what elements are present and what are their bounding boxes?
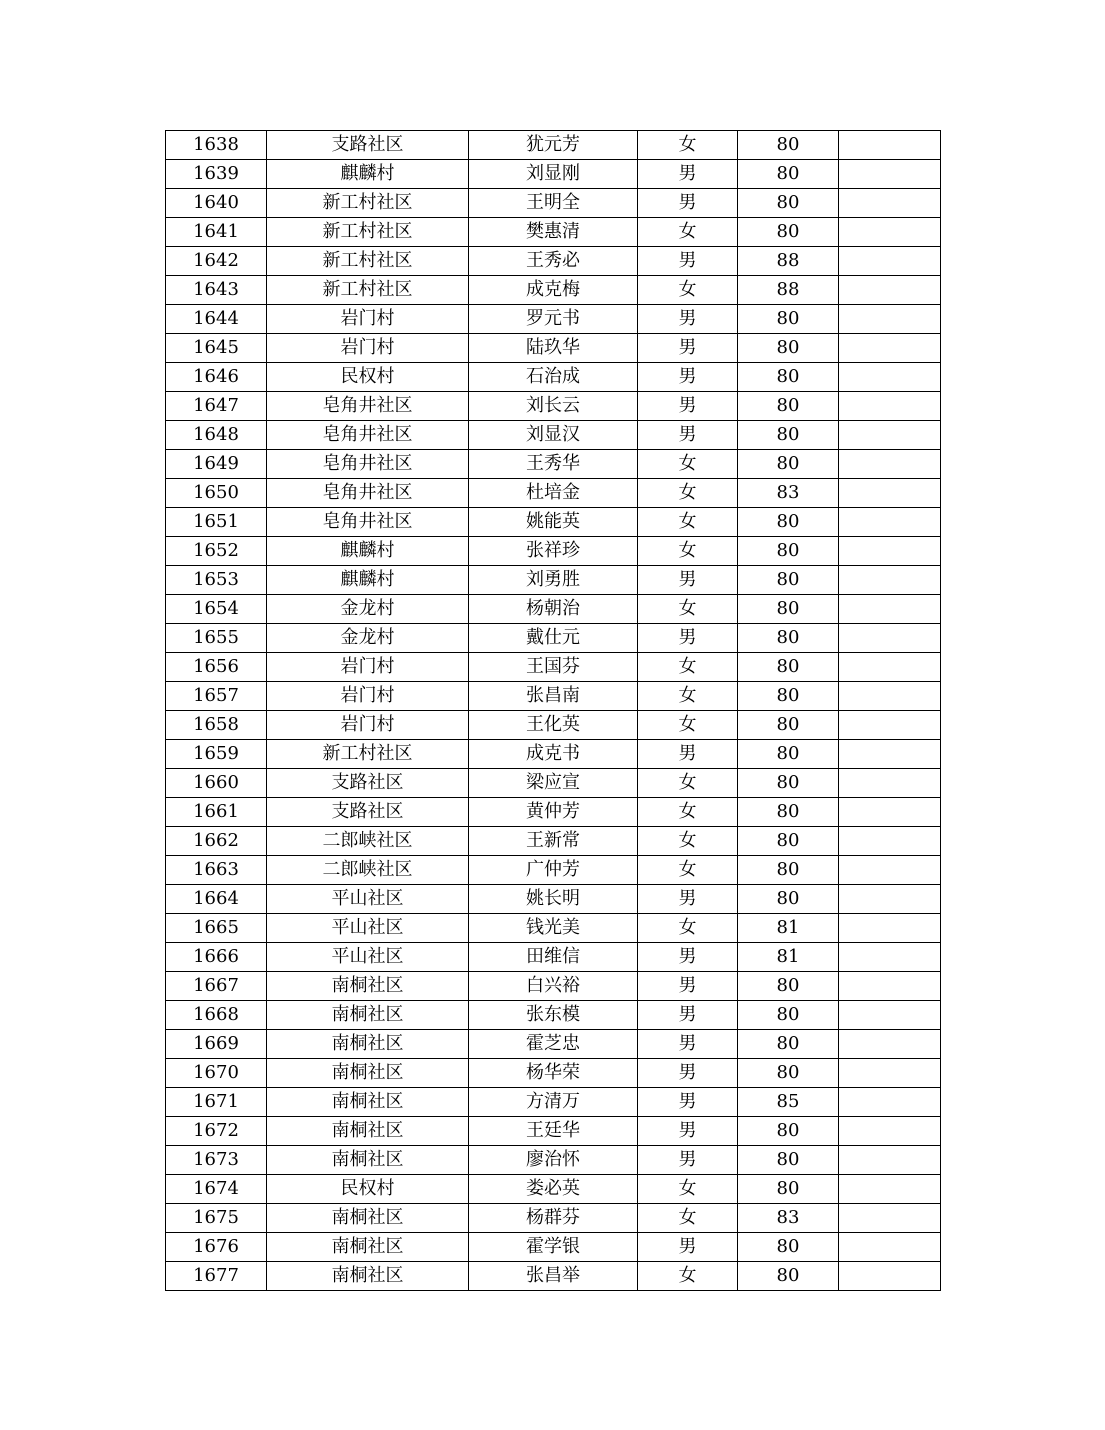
age-cell: 80 — [738, 421, 839, 450]
table-row — [166, 1117, 941, 1146]
gender-cell: 男 — [638, 885, 738, 914]
table-row — [166, 334, 941, 363]
row-number-cell: 1650 — [166, 479, 267, 508]
age-cell: 80 — [738, 624, 839, 653]
age-cell: 80 — [738, 682, 839, 711]
table-row — [166, 566, 941, 595]
community-cell: 平山社区 — [267, 885, 469, 914]
gender-cell: 女 — [638, 827, 738, 856]
row-number-cell: 1655 — [166, 624, 267, 653]
person-name-cell: 王国芬 — [469, 653, 638, 682]
row-number-cell: 1672 — [166, 1117, 267, 1146]
gender-cell: 男 — [638, 1001, 738, 1030]
remarks-cell — [839, 1146, 941, 1175]
community-cell: 麒麟村 — [267, 566, 469, 595]
row-number-cell: 1652 — [166, 537, 267, 566]
table-row — [166, 276, 941, 305]
remarks-cell — [839, 566, 941, 595]
row-number-cell: 1661 — [166, 798, 267, 827]
community-cell: 新工村社区 — [267, 218, 469, 247]
table-row — [166, 305, 941, 334]
gender-cell: 男 — [638, 566, 738, 595]
row-number-cell: 1668 — [166, 1001, 267, 1030]
remarks-cell — [839, 218, 941, 247]
table-row — [166, 1001, 941, 1030]
row-number-cell: 1644 — [166, 305, 267, 334]
gender-cell: 女 — [638, 450, 738, 479]
community-cell: 岩门村 — [267, 653, 469, 682]
table-row — [166, 160, 941, 189]
row-number-cell: 1641 — [166, 218, 267, 247]
gender-cell: 女 — [638, 131, 738, 160]
remarks-cell — [839, 1233, 941, 1262]
row-number-cell: 1663 — [166, 856, 267, 885]
table-row — [166, 682, 941, 711]
age-cell: 83 — [738, 1204, 839, 1233]
table-row — [166, 943, 941, 972]
age-cell: 80 — [738, 131, 839, 160]
roster-table-body — [166, 131, 941, 1291]
remarks-cell — [839, 1262, 941, 1291]
person-name-cell: 廖治怀 — [469, 1146, 638, 1175]
table-row — [166, 653, 941, 682]
table-row — [166, 450, 941, 479]
person-name-cell: 黄仲芳 — [469, 798, 638, 827]
community-cell: 皂角井社区 — [267, 421, 469, 450]
row-number-cell: 1656 — [166, 653, 267, 682]
age-cell: 81 — [738, 914, 839, 943]
person-name-cell: 罗元书 — [469, 305, 638, 334]
community-cell: 支路社区 — [267, 131, 469, 160]
person-name-cell: 成克书 — [469, 740, 638, 769]
remarks-cell — [839, 479, 941, 508]
remarks-cell — [839, 1001, 941, 1030]
age-cell: 81 — [738, 943, 839, 972]
community-cell: 南桐社区 — [267, 1088, 469, 1117]
remarks-cell — [839, 856, 941, 885]
table-row — [166, 421, 941, 450]
age-cell: 80 — [738, 711, 839, 740]
person-name-cell: 犹元芳 — [469, 131, 638, 160]
row-number-cell: 1657 — [166, 682, 267, 711]
community-cell: 新工村社区 — [267, 247, 469, 276]
gender-cell: 女 — [638, 653, 738, 682]
table-row — [166, 885, 941, 914]
gender-cell: 男 — [638, 740, 738, 769]
gender-cell: 女 — [638, 1175, 738, 1204]
age-cell: 83 — [738, 479, 839, 508]
row-number-cell: 1659 — [166, 740, 267, 769]
row-number-cell: 1645 — [166, 334, 267, 363]
person-name-cell: 张昌南 — [469, 682, 638, 711]
table-row — [166, 1204, 941, 1233]
community-cell: 新工村社区 — [267, 189, 469, 218]
remarks-cell — [839, 334, 941, 363]
gender-cell: 男 — [638, 334, 738, 363]
age-cell: 80 — [738, 595, 839, 624]
community-cell: 麒麟村 — [267, 160, 469, 189]
remarks-cell — [839, 363, 941, 392]
person-name-cell: 田维信 — [469, 943, 638, 972]
gender-cell: 男 — [638, 189, 738, 218]
person-name-cell: 戴仕元 — [469, 624, 638, 653]
person-name-cell: 王明全 — [469, 189, 638, 218]
person-name-cell: 方清万 — [469, 1088, 638, 1117]
community-cell: 南桐社区 — [267, 1059, 469, 1088]
gender-cell: 男 — [638, 305, 738, 334]
gender-cell: 男 — [638, 363, 738, 392]
gender-cell: 男 — [638, 392, 738, 421]
remarks-cell — [839, 972, 941, 1001]
community-cell: 麒麟村 — [267, 537, 469, 566]
person-name-cell: 刘长云 — [469, 392, 638, 421]
age-cell: 80 — [738, 305, 839, 334]
gender-cell: 女 — [638, 218, 738, 247]
gender-cell: 男 — [638, 1117, 738, 1146]
person-name-cell: 刘显汉 — [469, 421, 638, 450]
remarks-cell — [839, 537, 941, 566]
row-number-cell: 1654 — [166, 595, 267, 624]
table-row — [166, 595, 941, 624]
age-cell: 80 — [738, 972, 839, 1001]
remarks-cell — [839, 943, 941, 972]
person-name-cell: 霍芝忠 — [469, 1030, 638, 1059]
table-row — [166, 218, 941, 247]
table-row — [166, 247, 941, 276]
age-cell: 80 — [738, 769, 839, 798]
table-row — [166, 537, 941, 566]
table-row — [166, 711, 941, 740]
person-name-cell: 刘显刚 — [469, 160, 638, 189]
age-cell: 80 — [738, 334, 839, 363]
row-number-cell: 1651 — [166, 508, 267, 537]
community-cell: 民权村 — [267, 1175, 469, 1204]
remarks-cell — [839, 653, 941, 682]
person-name-cell: 姚能英 — [469, 508, 638, 537]
remarks-cell — [839, 1175, 941, 1204]
row-number-cell: 1667 — [166, 972, 267, 1001]
table-row — [166, 131, 941, 160]
age-cell: 80 — [738, 1233, 839, 1262]
person-name-cell: 杨朝治 — [469, 595, 638, 624]
gender-cell: 女 — [638, 595, 738, 624]
age-cell: 80 — [738, 798, 839, 827]
person-name-cell: 王廷华 — [469, 1117, 638, 1146]
gender-cell: 女 — [638, 914, 738, 943]
remarks-cell — [839, 769, 941, 798]
community-cell: 岩门村 — [267, 334, 469, 363]
remarks-cell — [839, 595, 941, 624]
table-row — [166, 479, 941, 508]
age-cell: 80 — [738, 392, 839, 421]
table-row — [166, 914, 941, 943]
table-row — [166, 1030, 941, 1059]
age-cell: 80 — [738, 1117, 839, 1146]
gender-cell: 男 — [638, 247, 738, 276]
age-cell: 80 — [738, 1175, 839, 1204]
remarks-cell — [839, 682, 941, 711]
table-row — [166, 1059, 941, 1088]
person-name-cell: 王秀华 — [469, 450, 638, 479]
row-number-cell: 1664 — [166, 885, 267, 914]
remarks-cell — [839, 247, 941, 276]
person-name-cell: 张东模 — [469, 1001, 638, 1030]
age-cell: 80 — [738, 508, 839, 537]
person-name-cell: 梁应宣 — [469, 769, 638, 798]
person-name-cell: 白兴裕 — [469, 972, 638, 1001]
community-cell: 新工村社区 — [267, 740, 469, 769]
age-cell: 80 — [738, 450, 839, 479]
community-cell: 岩门村 — [267, 682, 469, 711]
community-cell: 南桐社区 — [267, 1117, 469, 1146]
age-cell: 85 — [738, 1088, 839, 1117]
gender-cell: 女 — [638, 682, 738, 711]
table-row — [166, 363, 941, 392]
community-cell: 金龙村 — [267, 595, 469, 624]
person-name-cell: 陆玖华 — [469, 334, 638, 363]
age-cell: 80 — [738, 537, 839, 566]
row-number-cell: 1675 — [166, 1204, 267, 1233]
row-number-cell: 1646 — [166, 363, 267, 392]
remarks-cell — [839, 1030, 941, 1059]
community-cell: 南桐社区 — [267, 1146, 469, 1175]
row-number-cell: 1649 — [166, 450, 267, 479]
person-name-cell: 姚长明 — [469, 885, 638, 914]
row-number-cell: 1670 — [166, 1059, 267, 1088]
table-row — [166, 1088, 941, 1117]
age-cell: 80 — [738, 160, 839, 189]
table-row — [166, 856, 941, 885]
remarks-cell — [839, 914, 941, 943]
remarks-cell — [839, 624, 941, 653]
age-cell: 80 — [738, 885, 839, 914]
community-cell: 民权村 — [267, 363, 469, 392]
row-number-cell: 1640 — [166, 189, 267, 218]
person-name-cell: 王新常 — [469, 827, 638, 856]
row-number-cell: 1648 — [166, 421, 267, 450]
age-cell: 80 — [738, 1059, 839, 1088]
row-number-cell: 1665 — [166, 914, 267, 943]
gender-cell: 女 — [638, 769, 738, 798]
community-cell: 皂角井社区 — [267, 450, 469, 479]
community-cell: 南桐社区 — [267, 1233, 469, 1262]
remarks-cell — [839, 711, 941, 740]
row-number-cell: 1666 — [166, 943, 267, 972]
remarks-cell — [839, 276, 941, 305]
age-cell: 80 — [738, 1001, 839, 1030]
community-cell: 南桐社区 — [267, 1262, 469, 1291]
remarks-cell — [839, 1117, 941, 1146]
remarks-cell — [839, 885, 941, 914]
row-number-cell: 1662 — [166, 827, 267, 856]
person-name-cell: 广仲芳 — [469, 856, 638, 885]
community-cell: 新工村社区 — [267, 276, 469, 305]
age-cell: 80 — [738, 189, 839, 218]
gender-cell: 女 — [638, 711, 738, 740]
age-cell: 88 — [738, 276, 839, 305]
row-number-cell: 1658 — [166, 711, 267, 740]
age-cell: 80 — [738, 740, 839, 769]
person-name-cell: 杨群芬 — [469, 1204, 638, 1233]
gender-cell: 男 — [638, 1233, 738, 1262]
age-cell: 80 — [738, 566, 839, 595]
remarks-cell — [839, 450, 941, 479]
age-cell: 88 — [738, 247, 839, 276]
table-row — [166, 1175, 941, 1204]
remarks-cell — [839, 1204, 941, 1233]
row-number-cell: 1677 — [166, 1262, 267, 1291]
gender-cell: 男 — [638, 972, 738, 1001]
table-row — [166, 508, 941, 537]
community-cell: 平山社区 — [267, 943, 469, 972]
person-name-cell: 王秀必 — [469, 247, 638, 276]
community-cell: 二郎峡社区 — [267, 827, 469, 856]
row-number-cell: 1669 — [166, 1030, 267, 1059]
row-number-cell: 1671 — [166, 1088, 267, 1117]
row-number-cell: 1639 — [166, 160, 267, 189]
person-name-cell: 张昌举 — [469, 1262, 638, 1291]
remarks-cell — [839, 189, 941, 218]
gender-cell: 女 — [638, 508, 738, 537]
person-name-cell: 张祥珍 — [469, 537, 638, 566]
table-row — [166, 972, 941, 1001]
remarks-cell — [839, 827, 941, 856]
community-cell: 南桐社区 — [267, 1204, 469, 1233]
row-number-cell: 1638 — [166, 131, 267, 160]
gender-cell: 女 — [638, 856, 738, 885]
row-number-cell: 1653 — [166, 566, 267, 595]
gender-cell: 女 — [638, 537, 738, 566]
remarks-cell — [839, 1059, 941, 1088]
age-cell: 80 — [738, 1030, 839, 1059]
community-cell: 南桐社区 — [267, 972, 469, 1001]
person-name-cell: 霍学银 — [469, 1233, 638, 1262]
table-row — [166, 769, 941, 798]
gender-cell: 男 — [638, 1030, 738, 1059]
gender-cell: 男 — [638, 421, 738, 450]
remarks-cell — [839, 131, 941, 160]
community-cell: 岩门村 — [267, 305, 469, 334]
community-cell: 皂角井社区 — [267, 508, 469, 537]
gender-cell: 男 — [638, 1088, 738, 1117]
row-number-cell: 1643 — [166, 276, 267, 305]
community-cell: 岩门村 — [267, 711, 469, 740]
community-cell: 皂角井社区 — [267, 479, 469, 508]
age-cell: 80 — [738, 856, 839, 885]
person-name-cell: 钱光美 — [469, 914, 638, 943]
person-name-cell: 刘勇胜 — [469, 566, 638, 595]
community-cell: 平山社区 — [267, 914, 469, 943]
table-row — [166, 740, 941, 769]
table-row — [166, 392, 941, 421]
community-cell: 金龙村 — [267, 624, 469, 653]
remarks-cell — [839, 392, 941, 421]
community-cell: 二郎峡社区 — [267, 856, 469, 885]
remarks-cell — [839, 160, 941, 189]
table-row — [166, 189, 941, 218]
gender-cell: 男 — [638, 160, 738, 189]
gender-cell: 女 — [638, 479, 738, 508]
person-name-cell: 樊惠清 — [469, 218, 638, 247]
roster-table — [165, 130, 941, 1291]
remarks-cell — [839, 305, 941, 334]
gender-cell: 女 — [638, 276, 738, 305]
age-cell: 80 — [738, 1146, 839, 1175]
remarks-cell — [839, 1088, 941, 1117]
table-row — [166, 624, 941, 653]
row-number-cell: 1676 — [166, 1233, 267, 1262]
row-number-cell: 1642 — [166, 247, 267, 276]
remarks-cell — [839, 421, 941, 450]
gender-cell: 男 — [638, 624, 738, 653]
gender-cell: 男 — [638, 943, 738, 972]
age-cell: 80 — [738, 1262, 839, 1291]
gender-cell: 男 — [638, 1059, 738, 1088]
person-name-cell: 杜培金 — [469, 479, 638, 508]
remarks-cell — [839, 740, 941, 769]
gender-cell: 女 — [638, 798, 738, 827]
community-cell: 南桐社区 — [267, 1001, 469, 1030]
gender-cell: 女 — [638, 1262, 738, 1291]
remarks-cell — [839, 508, 941, 537]
row-number-cell: 1673 — [166, 1146, 267, 1175]
remarks-cell — [839, 798, 941, 827]
community-cell: 支路社区 — [267, 769, 469, 798]
gender-cell: 男 — [638, 1146, 738, 1175]
gender-cell: 女 — [638, 1204, 738, 1233]
table-row — [166, 1146, 941, 1175]
row-number-cell: 1660 — [166, 769, 267, 798]
table-row — [166, 1233, 941, 1262]
row-number-cell: 1647 — [166, 392, 267, 421]
table-row — [166, 798, 941, 827]
age-cell: 80 — [738, 827, 839, 856]
person-name-cell: 杨华荣 — [469, 1059, 638, 1088]
person-name-cell: 石治成 — [469, 363, 638, 392]
person-name-cell: 成克梅 — [469, 276, 638, 305]
age-cell: 80 — [738, 363, 839, 392]
community-cell: 南桐社区 — [267, 1030, 469, 1059]
table-row — [166, 827, 941, 856]
age-cell: 80 — [738, 218, 839, 247]
row-number-cell: 1674 — [166, 1175, 267, 1204]
table-row — [166, 1262, 941, 1291]
age-cell: 80 — [738, 653, 839, 682]
person-name-cell: 王化英 — [469, 711, 638, 740]
community-cell: 皂角井社区 — [267, 392, 469, 421]
community-cell: 支路社区 — [267, 798, 469, 827]
person-name-cell: 娄必英 — [469, 1175, 638, 1204]
